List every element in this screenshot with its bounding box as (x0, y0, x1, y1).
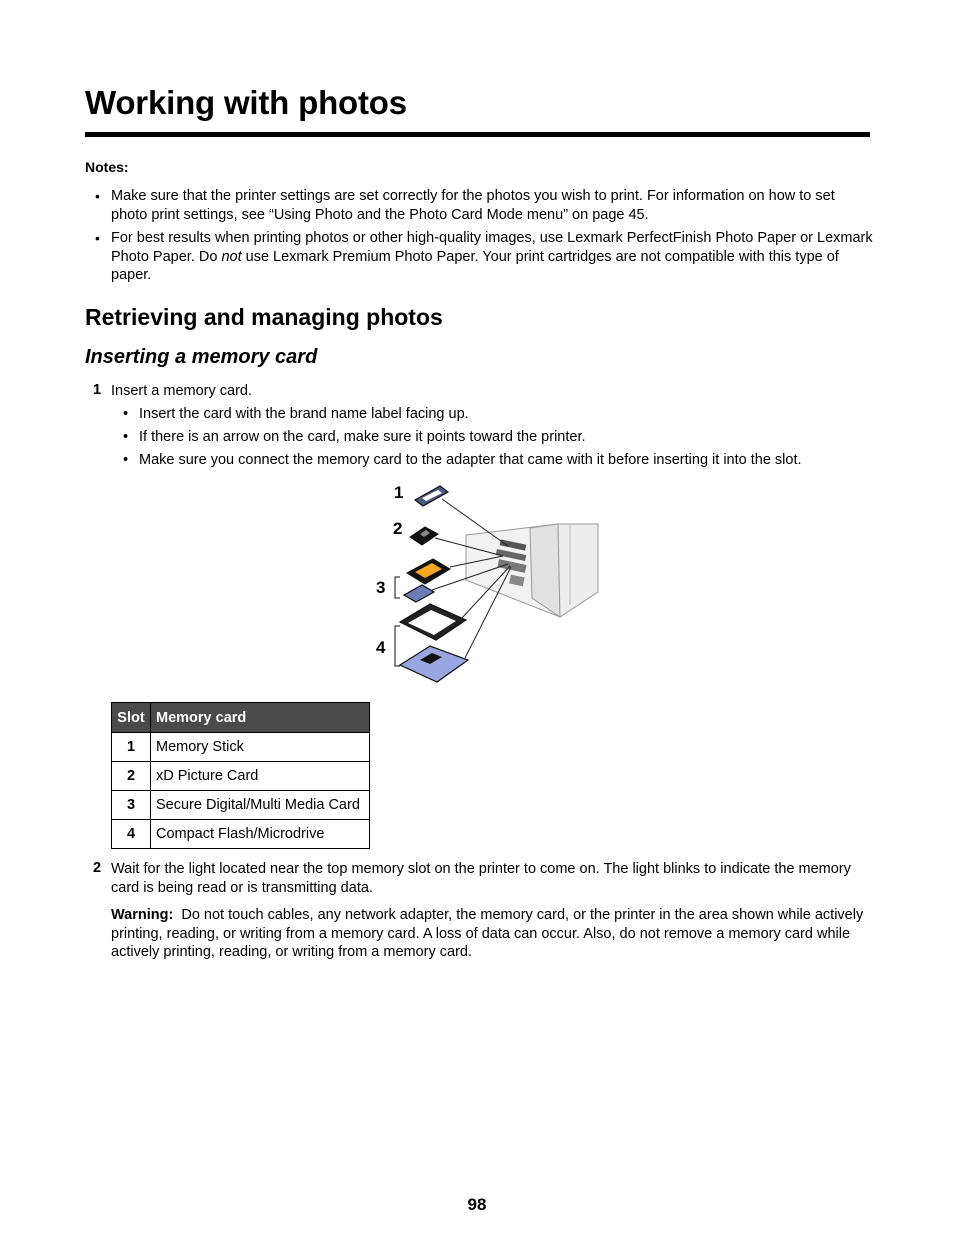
slot-cell: 3 (112, 791, 151, 820)
step-text: Wait for the light located near the top memory slot on the printer to come on. The light blinks to indicate the memory card is being read or is transmitting data. (111, 861, 851, 896)
memory-card-slots-illustration (370, 480, 602, 690)
notes-list (111, 187, 873, 290)
page-number: 98 (467, 1195, 487, 1214)
slot-cell: 2 (112, 762, 151, 791)
printer-slots-drawing (370, 480, 602, 690)
step-bullets (139, 405, 802, 474)
group-brackets (395, 577, 400, 666)
column-header-slot: Slot (112, 703, 151, 733)
page-title: Working with photos (85, 84, 407, 121)
step-number: 1 (93, 382, 102, 398)
printer-body (466, 524, 598, 617)
step-bullet: • If there is an arrow on the card, make sure it points toward the printer. (139, 428, 802, 451)
memory-card-table (111, 702, 370, 849)
callout-2: 2 (393, 519, 403, 538)
title-rule (85, 132, 870, 137)
warning-note (111, 906, 873, 962)
note-item (111, 229, 873, 285)
callout-1: 1 (394, 483, 404, 502)
callout-3: 3 (376, 578, 386, 597)
warning-text: Do not touch cables, any network adapter, the memory card, or the printer in the area shown while actively printing, reading, or writing from a memory card. A loss of data can occur. Also, do not remove a memory card while actively printing, reading, or writing from a memory card. (111, 907, 864, 960)
memory-card-cell: Secure Digital/Multi Media Card (151, 791, 370, 820)
subsection-heading: Inserting a memory card (85, 346, 318, 368)
callout-4: 4 (376, 638, 386, 657)
section-heading: Retrieving and managing photos (85, 304, 443, 330)
table-header-row (112, 703, 370, 733)
table-row (112, 762, 370, 791)
table-row (112, 791, 370, 820)
slot-cell: 4 (112, 820, 151, 849)
note-text: use Lexmark Premium Photo Paper. Your print cartridges are not compatible with this type of paper. (111, 248, 839, 283)
table-row (112, 733, 370, 762)
memory-card-cell: Compact Flash/Microdrive (151, 820, 370, 849)
memory-stick-card (415, 486, 448, 506)
note-text: For best results when printing photos or other high-quality images, use Lexmark PerfectFinish Photo Paper or Lexmark Photo Paper. Do (111, 230, 873, 265)
microdrive-card (400, 646, 468, 682)
step-bullet: • Make sure you connect the memory card to the adapter that came with it before inserting it into the slot. (139, 451, 802, 474)
step-number: 2 (93, 860, 102, 876)
step-text: Insert a memory card. (111, 383, 253, 399)
slot-cell: 1 (112, 733, 151, 762)
memory-card-cell: xD Picture Card (151, 762, 370, 791)
table-row (112, 820, 370, 849)
notes-heading: Notes: (85, 159, 129, 175)
column-header-memory-card: Memory card (151, 703, 370, 733)
note-item: • Make sure that the printer settings are set correctly for the photos you wish to print. For information on how to set photo print settings, see “Using Photo and the Photo Card Mode menu” on page 45. (111, 187, 873, 224)
warning-label: Warning: (111, 907, 174, 923)
note-emphasis: not (221, 248, 242, 265)
xd-picture-card (410, 527, 438, 545)
memory-card-cell: Memory Stick (151, 733, 370, 762)
step-bullet: • Insert the card with the brand name label facing up. (139, 405, 802, 428)
mmc-card (404, 585, 434, 602)
compact-flash-card (400, 604, 466, 640)
sd-card (407, 559, 450, 584)
